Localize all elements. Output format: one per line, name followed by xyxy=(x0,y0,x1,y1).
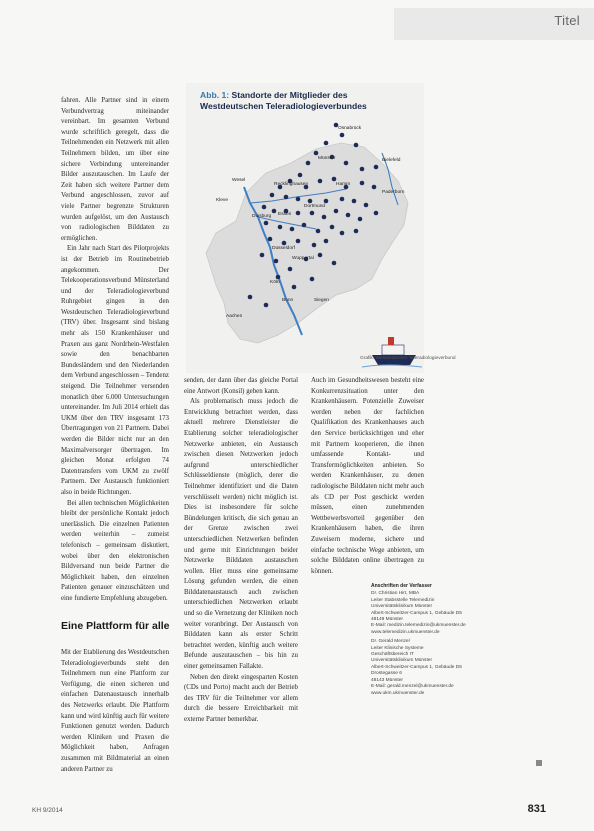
author-line: 48143 Münster xyxy=(371,677,403,683)
member-dot xyxy=(268,237,273,242)
member-dot xyxy=(316,229,321,234)
author-line: E-Mail: medizin.telemedizin@ukmuenster.de xyxy=(371,623,466,629)
city-label: Köln xyxy=(270,280,280,285)
member-dot xyxy=(308,199,313,204)
member-dot xyxy=(260,253,265,258)
member-dot xyxy=(248,295,253,300)
paragraph: Mit der Etablierung des Westdeutschen Teleradiologieverbunds steht den Teilnehmern nun eine Plattform zur Verfügung, die einen sicheren und einfachen Datenaustausch innerhalb des Netzwerks erlaubt. Die Plattform kann und wird künftig auch für weitere Funktionen genutzt werden. Dadurch werden Kliniken und Praxen die Möglichkeit haben, Anfragen zusammen mit Bildmaterial an einen anderen Partner zu xyxy=(61,649,170,773)
city-label: Siegen xyxy=(314,298,329,303)
member-dot xyxy=(262,205,267,210)
author-line: Leiter Stabsstelle Telemedizin xyxy=(371,597,435,603)
member-dot xyxy=(296,211,301,216)
member-map xyxy=(186,83,424,373)
member-dot xyxy=(292,285,297,290)
paragraph: fahren. Alle Partner sind in einem Verbundvertrag miteinander vereinbart. Im gesamten Verbund wurde schriftlich geregelt, dass die Teilnehmenden ein Netzwerk mit allen Teilnehmern bilden, um über eine sichere Verbindung untereinander Bilder auszutauschen. Im Laufe der Zeit haben sich weitere Partner dem Verbund angeschlossen, zuvor auf viele Partner begrenzte Strukturen wurden aufgelöst, um den Austausch von radiologischen Bilddaten zu ermöglichen. xyxy=(61,97,169,242)
figure-credit: Grafik: Westdeutscher Teleradiologieverbund xyxy=(360,356,456,361)
author-line: Drostegasse 6 xyxy=(371,671,402,677)
city-label: Düsseldorf xyxy=(272,246,295,251)
author-addresses xyxy=(371,583,529,700)
city-label: Paderborn xyxy=(382,190,405,195)
city-label: Wesel xyxy=(232,178,246,183)
member-dot xyxy=(354,229,359,234)
page-header xyxy=(0,0,594,50)
text-column-3 xyxy=(311,376,424,577)
text-column-2 xyxy=(184,376,298,726)
member-dot xyxy=(360,181,365,186)
end-of-article-mark xyxy=(536,760,542,766)
paragraph: senden, der dann über das gleiche Portal eine Antwort (Konsil) geben kann. xyxy=(184,377,298,395)
ship-illustration xyxy=(362,337,422,367)
page-number: 831 xyxy=(527,803,546,815)
member-dot xyxy=(374,165,379,170)
author-line: www.ukm.ukmuenster.de xyxy=(371,690,425,696)
figure-label: Abb. 1: xyxy=(200,90,230,100)
author-line: Albert-Schweitzer-Campus 1, Gebäude D5 xyxy=(371,664,462,670)
member-dot xyxy=(272,209,277,214)
member-dot xyxy=(324,141,329,146)
member-dot xyxy=(358,217,363,222)
member-dot xyxy=(360,167,365,172)
member-dot xyxy=(372,185,377,190)
issue-label: KH 9/2014 xyxy=(32,807,63,814)
author-line: Leiter Klinische Systeme xyxy=(371,645,424,651)
author-line: 48149 Münster xyxy=(371,617,403,623)
member-dot xyxy=(318,179,323,184)
member-dot xyxy=(364,203,369,208)
member-dot xyxy=(298,173,303,178)
member-dot xyxy=(332,177,337,182)
paragraph: Auch im Gesundheitswesen besteht eine Konkurrenzsituation unter den Krankenhäusern. Potenzielle Zuweiser werden neben der fachlichen Qualifikation des Krankenhauses auch den Service berücksichtigen und eher mit Partnern kooperieren, die ihnen umfassende Kontakt- und Transfermöglichkeiten anbieten. So werden Krankenhäuser, zu denen radiologische Bilddaten nicht mehr auch als CD per Post geschickt werden müssen, einen zunehmenden Wettbewerbsvorteil gegenüber den Krankenhäusern haben, die ihren Zuweisern moderne, sichere und einfache technische Wege anbieten, um solche Bilddaten online übertragen zu können. xyxy=(311,377,424,575)
member-dot xyxy=(340,197,345,202)
author-line: Universitätsklinikum Münster xyxy=(371,604,433,610)
member-dot xyxy=(302,223,307,228)
author-line: Dr. Gerald Menzel xyxy=(371,639,410,645)
member-dot xyxy=(322,215,327,220)
text-column-1 xyxy=(61,96,169,605)
member-dot xyxy=(270,193,275,198)
text-column-1-lower xyxy=(61,648,169,775)
paragraph: Bei allen technischen Möglichkeiten bleibt der persönliche Kontakt jedoch unerlässlich. Die einzelnen Patienten werden weiterhin – zumeist telefonisch – gemeinsam diskutiert, wobei über den elektronischen Bildversand nun beide Partner die Möglichkeit haben, den einzelnen Patienten genauer einzuschätzen und eine fundierte Empfehlung abzugeben. xyxy=(61,499,169,602)
city-label: Recklinghausen xyxy=(274,182,309,187)
member-dot xyxy=(284,195,289,200)
member-dot xyxy=(314,151,319,156)
member-dot xyxy=(264,221,269,226)
member-dot xyxy=(296,197,301,202)
figure-title: Standorte der Mitglieder des Westdeutschen Teleradiologieverbundes xyxy=(200,90,367,111)
author-line: Universitätsklinikum Münster xyxy=(371,658,433,664)
city-label: Essen xyxy=(278,212,292,217)
member-dot xyxy=(344,161,349,166)
city-label: Aachen xyxy=(226,314,243,319)
member-dot xyxy=(306,161,311,166)
member-dot xyxy=(310,211,315,216)
member-dot xyxy=(340,231,345,236)
authors-heading: Anschriften der Verfasser xyxy=(371,583,432,589)
member-dot xyxy=(264,303,269,308)
city-label: Kleve xyxy=(216,198,228,203)
nrw-land-shape xyxy=(206,143,408,343)
member-dot xyxy=(296,239,301,244)
author-line: Albert-Schweitzer-Campus 1, Gebäude D5 xyxy=(371,610,462,616)
figure-caption xyxy=(200,90,400,112)
city-label: Hamm xyxy=(336,182,351,187)
member-dot xyxy=(288,267,293,272)
member-dot xyxy=(332,261,337,266)
member-dot xyxy=(278,225,283,230)
member-dot xyxy=(374,211,379,216)
author-line: Dr. Christian Hirt, MBA xyxy=(371,591,420,597)
member-dot xyxy=(276,275,281,280)
author-line: E-Mail: gerald.menzel@ukmuenster.de xyxy=(371,684,454,690)
paragraph: Als problematisch muss jedoch die Entwicklung betrachtet werden, dass aktuell mehrere Dienstleister die Etablierung solcher teleradiologischer Netzwerke anbieten, ein Austausch zwischen diesen Netzwerken jedoch aufgrund unterschiedlicher Schlüsseldienste (möglich, derer die Teilnehmer identifiziert und die Daten verschlüsselt werden) nicht möglich ist. Dies ist insbesondere für solche Bündelungen kritisch, die sich genau an der Grenze zwischen zwei unterschiedlichen Netzwerken befinden und gerne mit Einrichtungen beider Netzwerke Bilddaten austauschen wollen. Hier muss eine gemeinsame Lösung gefunden werden, die einen Bilddatenaustausch auch zwischen unterschiedlichen Netzwerken erlaubt und so die Vernetzung der Kliniken noch weiter voranbringt. Der Austausch von Bilddaten kann als erster Schritt betrachtet werden, künftig auch weitere Befunde auszutauschen – bis hin zu einer gemeinsamen Fallakte. xyxy=(184,398,298,671)
city-label: Bonn xyxy=(282,298,294,303)
city-label: Bielefeld xyxy=(382,158,401,163)
member-dot xyxy=(324,199,329,204)
city-label: Wuppertal xyxy=(292,256,314,261)
member-dot xyxy=(310,277,315,282)
author-line: www.telemedizin.ukmuenster.de xyxy=(371,629,440,635)
member-dot xyxy=(340,133,345,138)
section-title: Titel xyxy=(554,13,580,28)
section-subheading: Eine Plattform für alle xyxy=(61,620,170,632)
author-line: Geschäftsbereich IT xyxy=(371,652,414,658)
member-dot xyxy=(318,253,323,258)
city-label: Münster xyxy=(318,156,336,161)
member-dot xyxy=(274,259,279,264)
member-dot xyxy=(354,143,359,148)
paragraph: Ein Jahr nach Start des Pilotprojekts ist der Betrieb im Routinebetrieb angekommen. Der Telekooperationsverbund Münsterland und der Teleradiologieverbund Ruhrgebiet gingen in den Westdeutschen Teleradiologieverbund (TRV) über. Insgesamt sind bislang mehr als 150 Krankenhäuser und Praxen aus ganz Nordrhein-Westfalen sowie den benachbarten Bundesländern und den Niederlanden dem Verbund angeschlossen – Tendenz steigend. Die Teilnehmer versenden monatlich über 6.000 Untersuchungen untereinander. Im Juli 2014 erhielt das UKM über den TRV insgesamt 173 Übertragungen von 21 Partnern. Dabei werden die Bilder nicht nur an den Maximalversorger übertragen. Im gleichen Monat erfolgten 74 Datentransfers vom UKM zu zwölf Partnern. Der Austausch funktioniert also in beide Richtungen. xyxy=(61,245,169,496)
member-dot xyxy=(352,199,357,204)
city-label: Dortmund xyxy=(304,204,326,209)
member-dot xyxy=(290,227,295,232)
member-dot xyxy=(334,209,339,214)
author-block xyxy=(371,591,529,636)
paragraph: Neben den direkt eingesparten Kosten (CDs und Porto) macht auch der Betrieb des TRV für die Teilnehmer vor allem durch die bessere Erreichbarkeit mit externe Partner bemerkbar. xyxy=(184,673,298,723)
author-block xyxy=(371,639,529,697)
member-dot xyxy=(324,239,329,244)
member-dot xyxy=(346,213,351,218)
member-dot xyxy=(330,225,335,230)
city-label: Duisburg xyxy=(252,214,272,219)
member-dot xyxy=(282,241,287,246)
member-dot xyxy=(312,243,317,248)
city-label: Osnabrück xyxy=(338,126,362,131)
